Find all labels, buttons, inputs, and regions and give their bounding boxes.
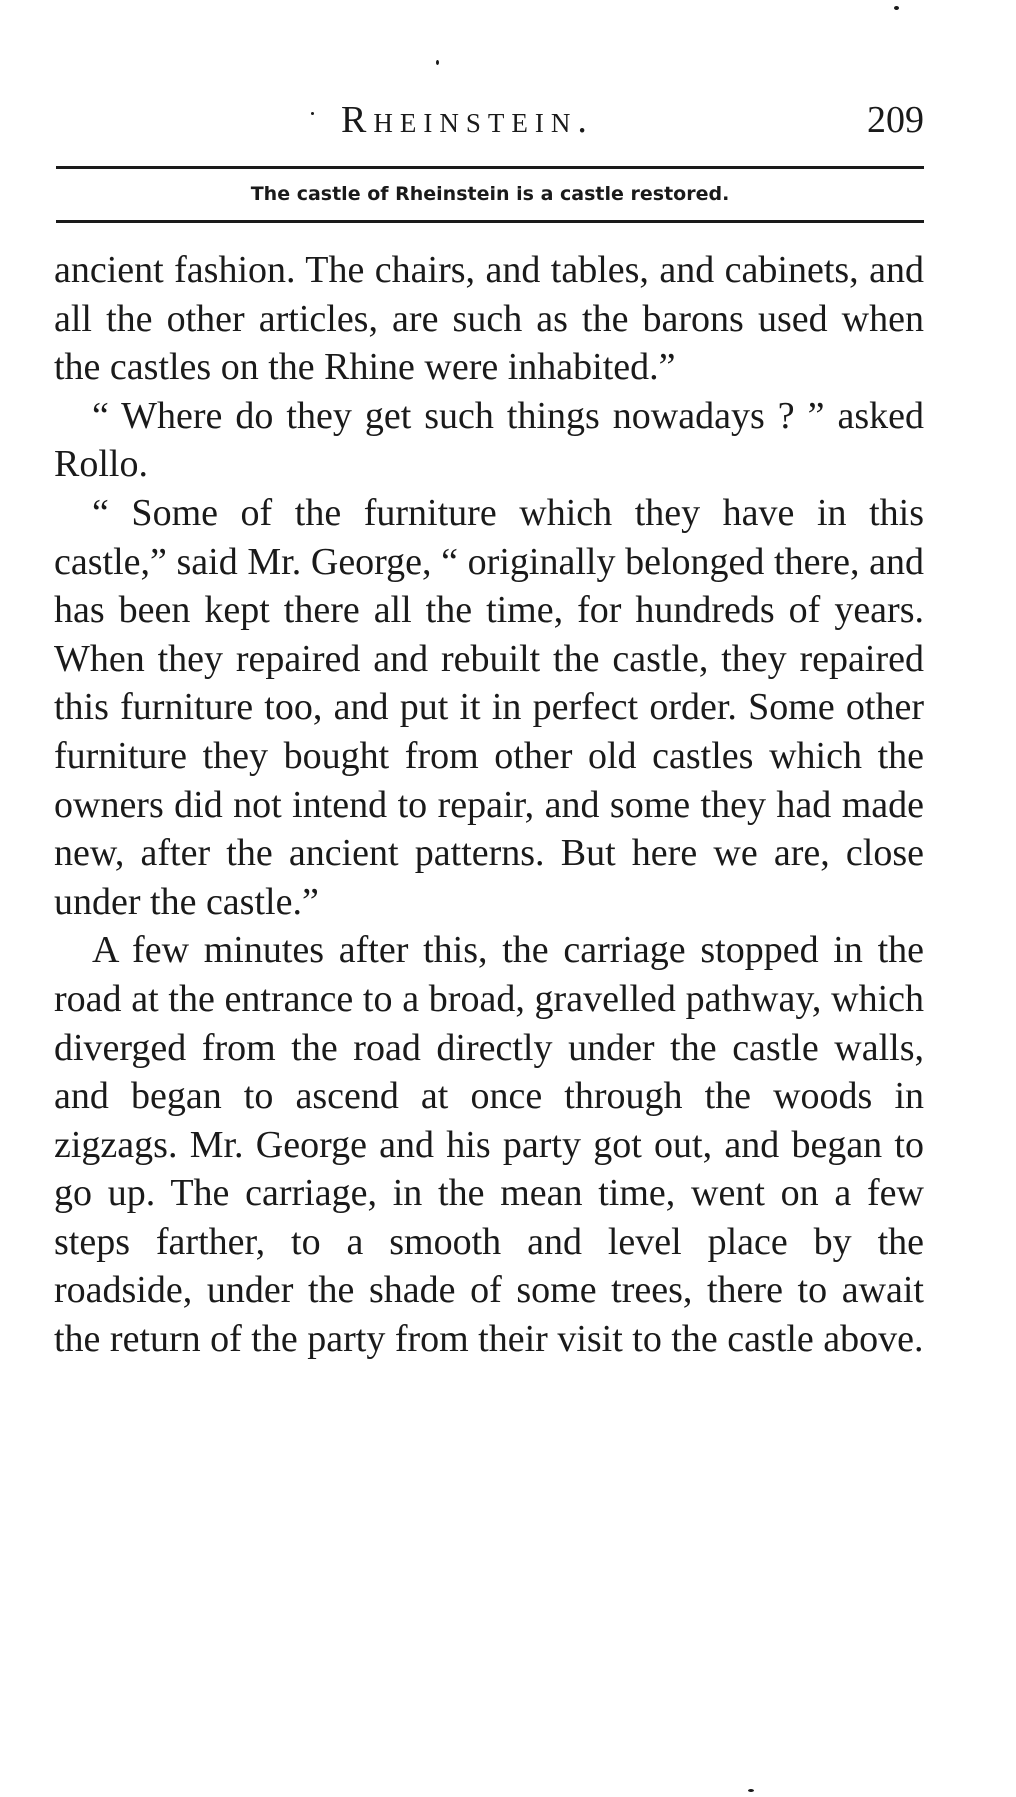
print-speck [748,1789,754,1792]
running-head [56,96,924,146]
running-title: Rheinstein. [341,99,594,141]
header-rule-bottom [56,220,924,223]
header-rule-top [56,166,924,169]
page-number: 209 [867,99,924,141]
page-subheading: The castle of Rheinstein is a castle restored. [250,183,730,205]
paragraph-2: “ Where do they get such things nowadays ? ” asked Rollo. [54,394,924,486]
paragraph-1: ancient fashion. The chairs, and tables, and cabinets, and all the other articles, are such as the barons used when the castles on the Rhine were inhabited.” [54,249,924,389]
print-speck [436,60,439,65]
body-text [54,246,924,1364]
print-speck [894,6,899,10]
paragraph-4: A few minutes after this, the carriage stopped in the road at the entrance to a broad, gravelled pathway, which diverged from the road directly under the castle walls, and began to ascend at once through the woods in zigzags. Mr. George and his party got out, and began to go up. The carriage, in the mean time, went on a few steps farther, to a smooth and level place by the roadside, under the shade of some trees, there to await the return of the party from their visit to the castle above. [54,929,924,1361]
paragraph-3: “ Some of the furniture which they have in this castle,” said Mr. George, “ originally belonged there, and has been kept there all the time, for hundreds of years. When they repaired and rebuilt the castle, they repaired this furniture too, and put it in perfect order. Some other furniture they bought from other old castles which the owners did not intend to repair, and some they had made new, after the ancient patterns. But here we are, close under the castle.” [54,491,924,923]
print-speck [311,112,314,115]
